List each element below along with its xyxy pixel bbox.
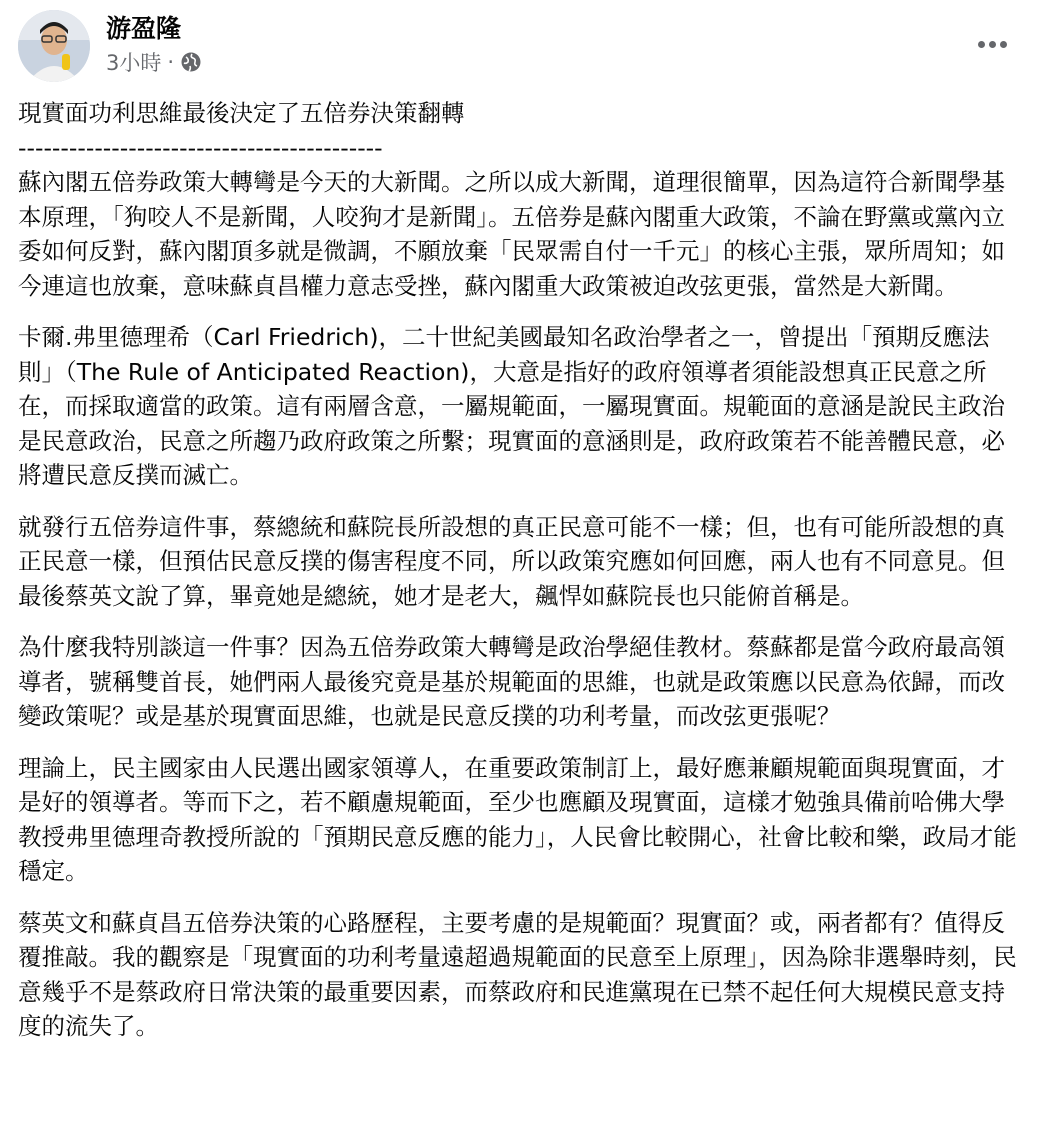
post-meta	[106, 48, 202, 76]
paragraph: 蔡英文和蘇貞昌五倍券決策的心路歷程，主要考慮的是規範面？現實面？或，兩者都有？值得反覆推敲。我的觀察是「現實面的功利考量遠超過規範面的民意至上原理」，因為除非選舉時刻，民意幾乎不是蔡政府日常決策的最重要因素，而蔡政府和民進黨現在已禁不起任何大規模民意支持度的流失了。	[18, 908, 1017, 1040]
avatar[interactable]	[18, 10, 90, 82]
globe-icon[interactable]	[180, 51, 202, 73]
post-header	[18, 10, 1022, 90]
paragraph: 理論上，民主國家由人民選出國家領導人，在重要政策制訂上，最好應兼顧規範面與現實面，才是好的領導者。等而下之，若不顧慮規範面，至少也應顧及現實面，這樣才勉強具備前哈佛大學教授弗里德理奇教授所說的「預期民意反應的能力」，人民會比較開心，社會比較和樂，政局才能穩定。	[18, 753, 1017, 885]
more-dot	[989, 41, 996, 48]
more-dot	[1000, 41, 1007, 48]
post-timestamp[interactable]: 3小時	[106, 51, 162, 75]
post-title: 現實面功利思維最後決定了五倍券決策翻轉	[18, 99, 465, 127]
more-horizontal-icon	[978, 41, 985, 48]
paragraph: 為什麼我特別談這一件事？因為五倍券政策大轉彎是政治學絕佳教材。蔡蘇都是當今政府最高領導者，號稱雙首長，她們兩人最後究竟是基於規範面的思維，也就是政策應以民意為依歸，而改變政策呢？或是基於現實面思維，也就是民意反撲的功利考量，而改弦更張呢？	[18, 633, 1005, 730]
divider-line: -------------------------------------------	[18, 133, 383, 162]
more-options-button[interactable]	[970, 32, 1014, 56]
paragraph: 就發行五倍券這件事，蔡總統和蘇院長所設想的真正民意可能不一樣；但，也有可能所設想的真正民意一樣，但預估民意反撲的傷害程度不同，所以政策究應如何回應，兩人也有不同意見。但最後蔡英文說了算，畢竟她是總統，她才是老大，飆悍如蘇院長也只能俯首稱是。	[18, 512, 1005, 610]
paragraph: 蘇內閣五倍券政策大轉彎是今天的大新聞。之所以成大新聞，道理很簡單，因為這符合新聞學基本原理，「狗咬人不是新聞，人咬狗才是新聞」。五倍券是蘇內閣重大政策，不論在野黨或黨內立委如何反對，蘇內閣頂多就是微調，不願放棄「民眾需自付一千元」的核心主張，眾所周知；如今連這也放棄，意味蘇貞昌權力意志受挫，蘇內閣重大政策被迫改弦更張，當然是大新聞。	[18, 168, 1005, 300]
avatar-image	[18, 10, 90, 82]
author-name[interactable]: 游盈隆	[106, 14, 182, 43]
post-content	[18, 96, 1022, 1044]
meta-separator: ·	[167, 50, 175, 74]
paragraph: 卡爾.弗里德理希（Carl Friedrich)，二十世紀美國最知名政治學者之一，曾提出「預期反應法則」（The Rule of Anticipated Reaction)，大意是指好的政府領導者須能設想真正民意之所在，而採取適當的政策。這有兩層含意，一屬規範面，一屬現實面。規範面的意涵是說民主政治是民意政治，民意之所趨乃政府政策之所繫；現實面的意涵則是，政府政策若不能善體民意，必將遭民意反撲而滅亡。	[18, 323, 1005, 489]
